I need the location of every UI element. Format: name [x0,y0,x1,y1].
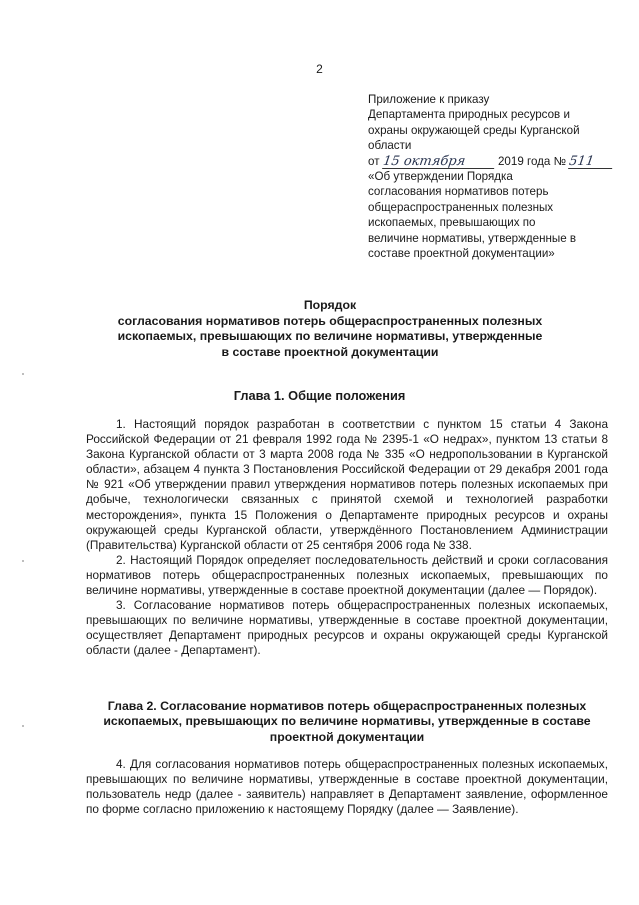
appendix-line: Приложение к приказу [368,93,490,106]
scan-speck [22,725,24,727]
chapter-1-body [86,417,608,659]
appendix-line: согласования нормативов потерь [368,185,549,199]
handwritten-date: 15 октября [382,156,496,169]
appendix-block [368,92,608,261]
title-line: ископаемых, превышающих по величине нормативы, утвержденные [117,329,543,344]
appendix-line: области [368,139,412,153]
title-line: в составе проектной документации [221,344,439,359]
appendix-line: составе проектной документации» [368,247,555,261]
appendix-line: «Об утверждении Порядка [368,170,513,184]
title-line: согласования нормативов потерь общераспространенных полезных [117,313,543,328]
chapter-2-heading-line: Глава 2. Согласование нормативов потерь общераспространенных полезных [107,699,587,713]
chapter-2-heading-line: проектной документации [269,729,425,744]
chapter-2-body [86,757,608,817]
year-text: 2019 года № [497,154,567,168]
title-line: Порядок [303,298,357,312]
paragraph-1: 1. Настоящий порядок разработан в соответствии с пунктом 15 статьи 4 Закона Российской Федерации от 21 февраля 1992 года № 2395-1 «О недрах», пунктом 13 статьи 8 Закона Курганской области от 3 марта 2008 года № 335 «О недропользовании в Курганской области», абзацем 4 пункта 3 Постановления Российской Федерации от 29 декабря 2001 года № 921 «Об утверждении правил утверждения нормативов потерь полезных ископаемых при добыче, технологически связанных с принятой схемой и технологией разработки месторождения», пункта 15 Положения о Департаменте природных ресурсов и охраны окружающей среды Курганской области, утверждённого Постановлением Администрации (Правительства) Курганской области от 25 сентября 2006 года № 338. [86,417,608,552]
paragraph-4: 4. Для согласования нормативов потерь общераспространенных полезных ископаемых, превышающих по величине нормативы, утвержденные в составе проектной документации, пользователь недр (далее - заявитель) направляет в Департамент заявление, оформленное по форме согласно приложению к настоящему Порядку (далее — Заявление). [86,757,608,817]
handwritten-order-number: 511 [568,156,614,169]
chapter-2-heading-line: ископаемых, превышающих по величине нормативы, утвержденные в составе [103,714,591,729]
appendix-line: ископаемых, превышающих по [368,216,536,230]
chapter-1-heading: Глава 1. Общие положения [233,388,406,403]
appendix-line: величине нормативы, утвержденные в [368,231,577,245]
paragraph-3: 3. Согласование нормативов потерь общераспространенных полезных ископаемых, превышающих по величине нормативы, утвержденные в составе проектной документации, осуществляет Департамент природных ресурсов и охраны окружающей среды Курганской области (далее - Департамент). [86,598,608,658]
appendix-date-line [368,154,608,169]
date-prefix: от [368,154,380,168]
chapter-2-heading [86,699,608,745]
scan-speck [22,560,24,562]
document-title [80,298,580,360]
paragraph-2: 2. Настоящий Порядок определяет последовательность действий и сроки согласования нормативов потерь общераспространенных полезных ископаемых, превышающих по величине нормативы, утвержденные в составе проектной документации (далее — Порядок). [86,552,608,598]
appendix-line: Департамента природных ресурсов и [368,108,570,122]
appendix-line: охраны окружающей среды Курганской [368,123,580,137]
appendix-line: общераспространенных полезных [368,200,554,214]
scan-speck [22,373,24,375]
page-number: 2 [316,62,323,76]
